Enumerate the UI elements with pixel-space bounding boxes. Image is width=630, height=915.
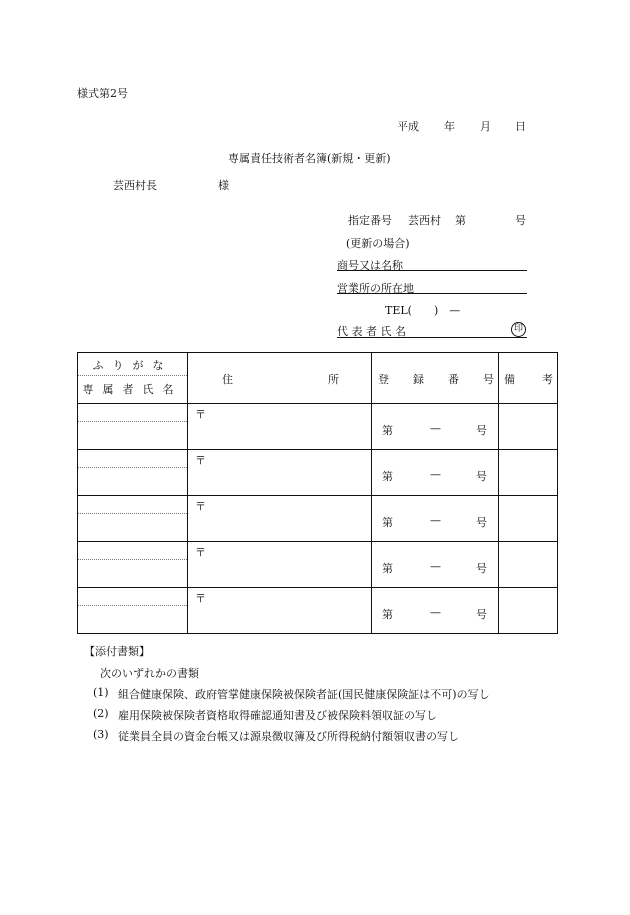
name-cell[interactable] bbox=[78, 588, 188, 634]
reg-gou: 号 bbox=[476, 516, 487, 529]
table-row bbox=[78, 450, 558, 496]
table-row bbox=[78, 404, 558, 450]
header-reg-3: 番 bbox=[448, 373, 459, 386]
name-cell[interactable] bbox=[78, 542, 188, 588]
name-cell[interactable] bbox=[78, 404, 188, 450]
tel-label: TEL( ) — bbox=[385, 304, 461, 317]
remarks-cell[interactable] bbox=[499, 450, 558, 496]
reg-dai: 第 bbox=[382, 470, 393, 483]
address-cell[interactable] bbox=[188, 588, 372, 634]
table-row bbox=[78, 496, 558, 542]
reg-dash: — bbox=[430, 606, 441, 619]
header-name-cell bbox=[78, 353, 188, 404]
header-name: 専属者氏名 bbox=[82, 383, 183, 396]
attachments-heading: 【添付書類】 bbox=[84, 645, 150, 658]
company-underline bbox=[337, 270, 527, 271]
attachment-number: (3) bbox=[93, 728, 109, 741]
office-label: 営業所の所在地 bbox=[337, 282, 414, 295]
registration-cell[interactable] bbox=[372, 404, 499, 450]
attachment-number: (2) bbox=[93, 707, 109, 720]
header-registration-cell bbox=[372, 353, 499, 404]
designation-dai: 第 bbox=[455, 214, 466, 227]
form-number: 様式第2号 bbox=[77, 87, 128, 100]
postal-mark: 〒 bbox=[195, 454, 206, 467]
postal-mark: 〒 bbox=[195, 408, 206, 421]
postal-mark: 〒 bbox=[195, 592, 206, 605]
address-cell[interactable] bbox=[188, 404, 372, 450]
reg-dash: — bbox=[430, 514, 441, 527]
header-furigana: ふりがな bbox=[92, 359, 173, 372]
designation-label: 指定番号 bbox=[348, 214, 392, 227]
reg-gou: 号 bbox=[476, 562, 487, 575]
registration-cell[interactable] bbox=[372, 542, 499, 588]
date-month: 月 bbox=[480, 120, 491, 133]
representative-label: 代 表 者 氏 名 bbox=[337, 325, 406, 338]
attachment-text: 従業員全員の資金台帳又は源泉徴収簿及び所得税納付額領収書の写し bbox=[118, 730, 459, 743]
reg-dai: 第 bbox=[382, 516, 393, 529]
attachment-text: 雇用保険被保険者資格取得確認通知書及び被保険料領収証の写し bbox=[118, 709, 437, 722]
name-cell[interactable] bbox=[78, 496, 188, 542]
table-row bbox=[78, 588, 558, 634]
table-row bbox=[78, 542, 558, 588]
remarks-cell[interactable] bbox=[499, 404, 558, 450]
header-remarks-cell bbox=[499, 353, 558, 404]
reg-dash: — bbox=[430, 422, 441, 435]
address-cell[interactable] bbox=[188, 450, 372, 496]
reg-gou: 号 bbox=[476, 608, 487, 621]
date-year: 年 bbox=[444, 120, 455, 133]
address-cell[interactable] bbox=[188, 542, 372, 588]
date-day: 日 bbox=[515, 120, 526, 133]
name-cell[interactable] bbox=[78, 450, 188, 496]
reg-dai: 第 bbox=[382, 424, 393, 437]
header-reg-2: 録 bbox=[413, 373, 424, 386]
reg-gou: 号 bbox=[476, 424, 487, 437]
reg-dai: 第 bbox=[382, 562, 393, 575]
remarks-cell[interactable] bbox=[499, 496, 558, 542]
reg-dash: — bbox=[430, 468, 441, 481]
registration-cell[interactable] bbox=[372, 450, 499, 496]
remarks-cell[interactable] bbox=[499, 542, 558, 588]
reg-dai: 第 bbox=[382, 608, 393, 621]
header-reg-4: 号 bbox=[483, 373, 494, 386]
header-remarks-2: 考 bbox=[542, 373, 553, 386]
designation-note: (更新の場合) bbox=[346, 237, 410, 250]
remarks-cell[interactable] bbox=[499, 588, 558, 634]
addressee-honorific: 様 bbox=[218, 179, 229, 192]
reg-dash: — bbox=[430, 560, 441, 573]
office-underline bbox=[337, 293, 527, 294]
attachment-number: (1) bbox=[93, 686, 109, 699]
postal-mark: 〒 bbox=[195, 500, 206, 513]
representative-underline bbox=[337, 337, 527, 338]
table-header-row bbox=[78, 353, 558, 404]
seal-mark: 印 bbox=[511, 322, 526, 337]
company-label: 商号又は名称 bbox=[337, 259, 403, 272]
reg-gou: 号 bbox=[476, 470, 487, 483]
designation-gou: 号 bbox=[515, 214, 526, 227]
attachment-text: 組合健康保険、政府管掌健康保険被保険者証(国民健康保険証は不可)の写し bbox=[118, 688, 490, 701]
registration-cell[interactable] bbox=[372, 588, 499, 634]
addressee-name: 芸西村長 bbox=[113, 179, 157, 192]
header-address-cell bbox=[188, 353, 372, 404]
header-address-2: 所 bbox=[328, 373, 339, 386]
attachments-intro: 次のいずれかの書類 bbox=[100, 667, 199, 680]
header-remarks-1: 備 bbox=[504, 373, 515, 386]
header-address-1: 住 bbox=[222, 373, 233, 386]
technician-table bbox=[77, 352, 558, 634]
registration-cell[interactable] bbox=[372, 496, 499, 542]
designation-village: 芸西村 bbox=[408, 214, 441, 227]
postal-mark: 〒 bbox=[195, 546, 206, 559]
date-era: 平成 bbox=[397, 120, 419, 133]
header-reg-1: 登 bbox=[378, 373, 389, 386]
address-cell[interactable] bbox=[188, 496, 372, 542]
document-title: 専属責任技術者名簿(新規・更新) bbox=[228, 152, 391, 165]
